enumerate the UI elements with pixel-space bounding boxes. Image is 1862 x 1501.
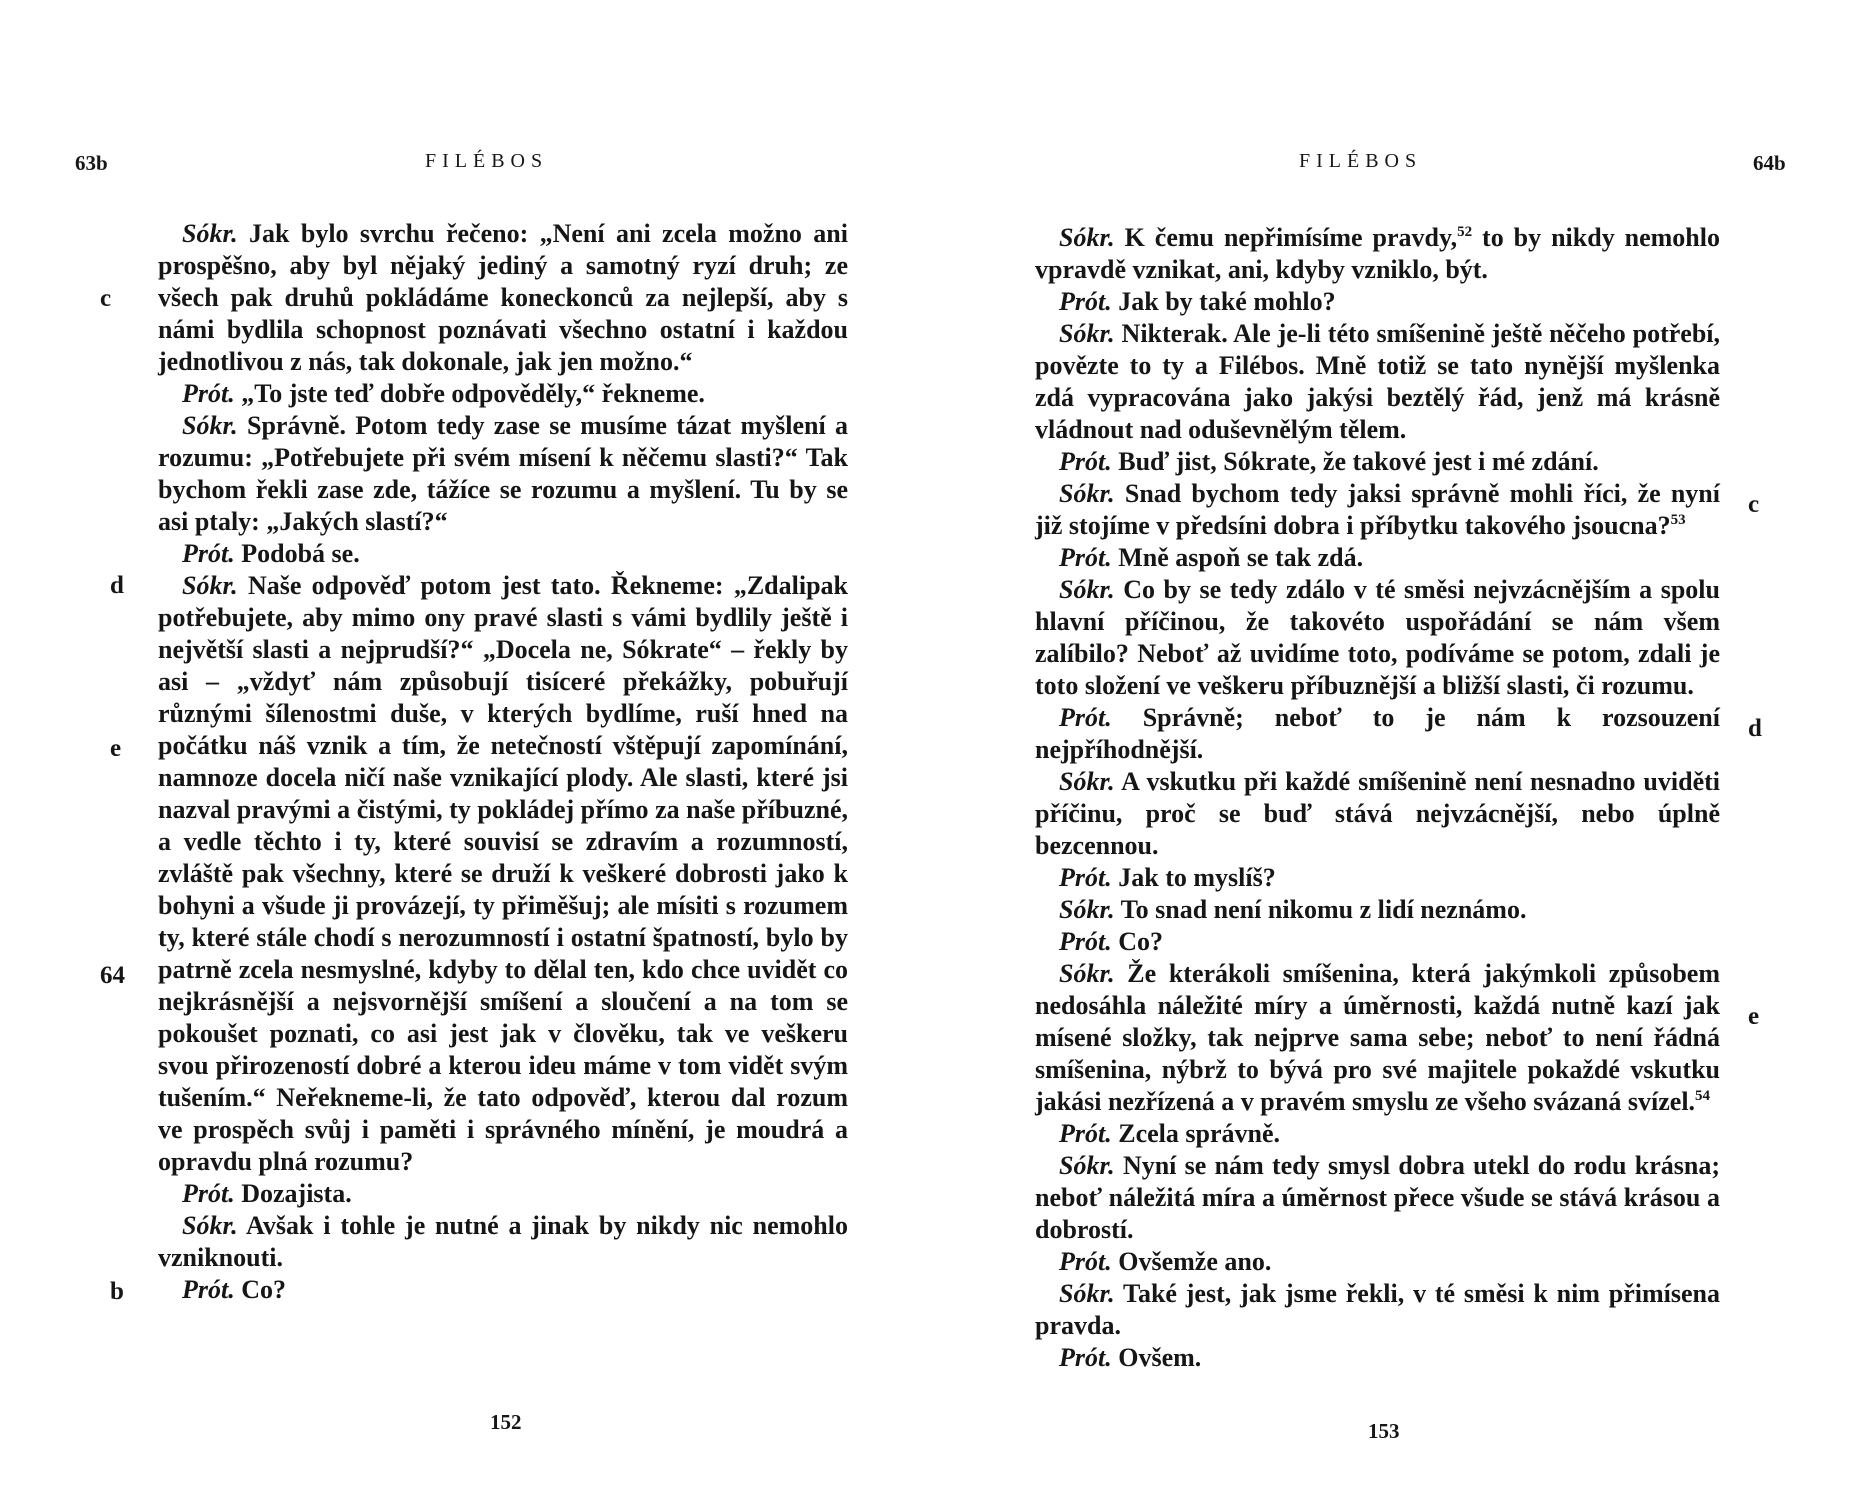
speaker-label: Prót. — [1059, 927, 1112, 956]
paragraph-text: Také jest, jak jsme řekli, v té směsi k nim přimísena pravda. — [1035, 1279, 1720, 1340]
speaker-label: Sókr. — [182, 1211, 238, 1240]
paragraph-text: Co by se tedy zdálo v té směsi nejvzácnějším a spolu hlavní příčinou, že takovéto uspořádání se nám všem zalíbilo? Neboť až uvidíme toto, podíváme se potom, zdali je toto složení ve veškeru příbuznější a bližší slasti, či rozumu. — [1035, 575, 1720, 700]
footnote-marker: 52 — [1457, 224, 1473, 240]
left-margin-mark-c: c — [100, 285, 112, 312]
paragraph-text: Správně; neboť to je nám k rozsouzení nejpříhodnější. — [1035, 703, 1720, 764]
dialogue-paragraph — [1035, 1278, 1720, 1342]
speaker-label: Prót. — [1059, 703, 1112, 732]
paragraph-text: Že kterákoli smíšenina, která jakýmkoli způsobem nedosáhla náležité míry a úměrnosti, každá nutně kazí jak mísené složky, tak nejprve sama sebe; neboť to není řádná smíšenina, nýbrž to bývá pro své majitele pokaždé vskutku jakási nezřízená a v pravém smyslu ze všeho svázaná svízel. — [1035, 959, 1720, 1116]
right-margin-mark-c: c — [1748, 491, 1760, 518]
speaker-label: Prót. — [1059, 1119, 1112, 1148]
dialogue-paragraph — [1035, 926, 1720, 958]
paragraph-text: Nikterak. Ale je-li této smíšenině ještě něčeho potřebí, povězte to ty a Filébos. Mně totiž se tato nynější myšlenka zdá vypracována jako jakýsi beztělý řád, jenž má krásně vládnout nad oduševnělým tělem. — [1035, 319, 1720, 444]
dialogue-paragraph — [1035, 446, 1720, 478]
dialogue-paragraph — [1035, 318, 1720, 446]
paragraph-text: Buď jist, Sókrate, že takové jest i mé zdání. — [1111, 447, 1599, 476]
left-margin-mark-64: 64 — [100, 962, 125, 989]
speaker-label: Sókr. — [1059, 319, 1115, 348]
speaker-label: Sókr. — [1059, 223, 1115, 252]
paragraph-text: Avšak i tohle je nutné a jinak by nikdy nic nemohlo vzniknouti. — [158, 1211, 848, 1272]
dialogue-paragraph — [158, 218, 848, 378]
dialogue-paragraph — [158, 538, 848, 570]
dialogue-paragraph — [1035, 1118, 1720, 1150]
paragraph-text: To snad není nikomu z lidí neznámo. — [1114, 895, 1527, 924]
speaker-label: Sókr. — [1059, 479, 1115, 508]
speaker-label: Prót. — [1059, 863, 1112, 892]
paragraph-text: Dozajista. — [234, 1179, 352, 1208]
dialogue-paragraph — [1035, 1342, 1720, 1374]
paragraph-text: Co? — [234, 1275, 287, 1304]
paragraph-text: Správně. Potom tedy zase se musíme tázat myšlení a rozumu: „Potřebujete při svém mísení k něčemu slasti?“ Tak bychom řekli zase zde, tážíce se rozumu a myšlení. Tu by se asi ptaly: „Jakých slastí?“ — [158, 411, 848, 536]
speaker-label: Prót. — [1059, 447, 1112, 476]
dialogue-paragraph — [1035, 478, 1720, 542]
left-margin-mark-b: b — [110, 1278, 124, 1305]
right-page-number: 153 — [1368, 1419, 1400, 1443]
dialogue-paragraph — [158, 1274, 848, 1306]
paragraph-text: K čemu nepřimísíme pravdy, — [1114, 223, 1458, 252]
left-margin-mark-e: e — [110, 735, 122, 762]
right-running-title: FILÉBOS — [1299, 150, 1423, 172]
paragraph-text: Nyní se nám tedy smysl dobra utekl do rodu krásna; neboť náležitá míra a úměrnost přece všude se stává krásou a dobrostí. — [1035, 1151, 1720, 1244]
speaker-label: Sókr. — [182, 571, 238, 600]
paragraph-text: Jak by také mohlo? — [1111, 287, 1336, 316]
dialogue-paragraph — [1035, 702, 1720, 766]
dialogue-paragraph — [1035, 958, 1720, 1118]
speaker-label: Prót. — [1059, 1343, 1112, 1372]
left-body-text — [158, 218, 848, 1306]
right-section-ref: 64b — [1753, 151, 1786, 175]
speaker-label: Sókr. — [1059, 767, 1115, 796]
paragraph-text: Co? — [1111, 927, 1164, 956]
dialogue-paragraph — [158, 1210, 848, 1274]
paragraph-text: Podobá se. — [234, 539, 360, 568]
right-margin-mark-e: e — [1748, 1003, 1760, 1030]
left-margin-mark-d: d — [110, 572, 124, 599]
dialogue-paragraph — [1035, 862, 1720, 894]
speaker-label: Sókr. — [1059, 575, 1115, 604]
dialogue-paragraph — [1035, 222, 1720, 286]
speaker-label: Prót. — [182, 539, 235, 568]
paragraph-text: Jak to myslíš? — [1111, 863, 1276, 892]
paragraph-text: A vskutku při každé smíšenině není nesnadno uviděti příčinu, proč se buď stává nejvzácnější, nebo úplně bezcennou. — [1035, 767, 1720, 860]
speaker-label: Prót. — [1059, 543, 1112, 572]
footnote-marker: 53 — [1670, 512, 1686, 528]
dialogue-paragraph — [1035, 894, 1720, 926]
dialogue-paragraph — [1035, 574, 1720, 702]
paragraph-text: „To jste teď dobře odpověděly,“ řekneme. — [234, 379, 705, 408]
speaker-label: Prót. — [182, 1179, 235, 1208]
paragraph-text: Zcela správně. — [1111, 1119, 1280, 1148]
dialogue-paragraph — [158, 410, 848, 538]
speaker-label: Sókr. — [182, 219, 238, 248]
left-running-title: FILÉBOS — [425, 150, 549, 172]
dialogue-paragraph — [158, 570, 848, 1178]
paragraph-text: Ovšemže ano. — [1111, 1247, 1272, 1276]
speaker-label: Sókr. — [182, 411, 238, 440]
dialogue-paragraph — [158, 1178, 848, 1210]
dialogue-paragraph — [1035, 766, 1720, 862]
left-section-ref: 63b — [75, 151, 108, 175]
dialogue-paragraph — [158, 378, 848, 410]
left-page-number: 152 — [490, 1410, 522, 1434]
right-body-text — [1035, 222, 1720, 1374]
speaker-label: Sókr. — [1059, 1279, 1115, 1308]
paragraph-text-after-note: to by nikdy nemohlo vpravdě vznikat, ani, kdyby vzniklo, být. — [1035, 223, 1720, 284]
speaker-label: Sókr. — [1059, 895, 1115, 924]
paragraph-text: Snad bychom tedy jaksi správně mohli říci, že nyní již stojíme v předsíni dobra i příbytku takového jsoucna? — [1035, 479, 1720, 540]
speaker-label: Sókr. — [1059, 959, 1115, 988]
right-page — [931, 0, 1862, 1501]
dialogue-paragraph — [1035, 1150, 1720, 1246]
dialogue-paragraph — [1035, 286, 1720, 318]
speaker-label: Prót. — [1059, 287, 1112, 316]
paragraph-text: Mně aspoň se tak zdá. — [1111, 543, 1364, 572]
dialogue-paragraph — [1035, 542, 1720, 574]
paragraph-text: Ovšem. — [1111, 1343, 1202, 1372]
speaker-label: Prót. — [182, 379, 235, 408]
speaker-label: Prót. — [182, 1275, 235, 1304]
speaker-label: Sókr. — [1059, 1151, 1115, 1180]
footnote-marker: 54 — [1695, 1088, 1711, 1104]
speaker-label: Prót. — [1059, 1247, 1112, 1276]
dialogue-paragraph — [1035, 1246, 1720, 1278]
paragraph-text: Jak bylo svrchu řečeno: „Není ani zcela možno ani prospěšno, aby byl nějaký jediný a samotný ryzí druh; ze všech pak druhů pokládáme koneckonců za nejlepší, aby s námi bydlila schopnost poznávati všechno ostatní i každou jednotlivou z nás, tak dokonale, jak jen možno.“ — [158, 219, 848, 376]
right-margin-mark-d: d — [1748, 715, 1762, 742]
paragraph-text: Naše odpověď potom jest tato. Řekneme: „Zdalipak potřebujete, aby mimo ony pravé slasti s vámi bydlily ještě i největší slasti a nejprudší?“ „Docela ne, Sókrate“ – řekly by asi – „vždyť nám způsobují tisíceré překážky, pobuřují různými šílenostmi duše, v kterých bydlíme, ruší hned na počátku náš vznik a tím, že netečností vštěpují zapomínání, namnoze docela ničí naše vznikající plody. Ale slasti, které jsi nazval pravými a čistými, ty pokládej přímo za naše příbuzné, a vedle těchto i ty, které souvisí se zdravím a rozumností, zvláště pak všechny, které se druží k veškeré dobrosti jako k bohyni a všude ji provázejí, ty přiměšuj; ale mísiti s rozumem ty, které stále chodí s nerozumností i ostatní špatností, bylo by patrně zcela nesmyslné, kdyby to dělal ten, kdo chce uvidět co nejkrásnější a nejsvornější smíšení a sloučení a na tom se pokoušet poznati, co asi jest jak v člověku, tak ve veškeru svou přirozeností dobré a kterou ideu máme v tom vidět svým tušením.“ Neřekneme-li, že tato odpověď, kterou dal rozum ve prospěch svůj i paměti i správného mínění, je moudrá a opravdu plná rozumu? — [158, 571, 848, 1176]
